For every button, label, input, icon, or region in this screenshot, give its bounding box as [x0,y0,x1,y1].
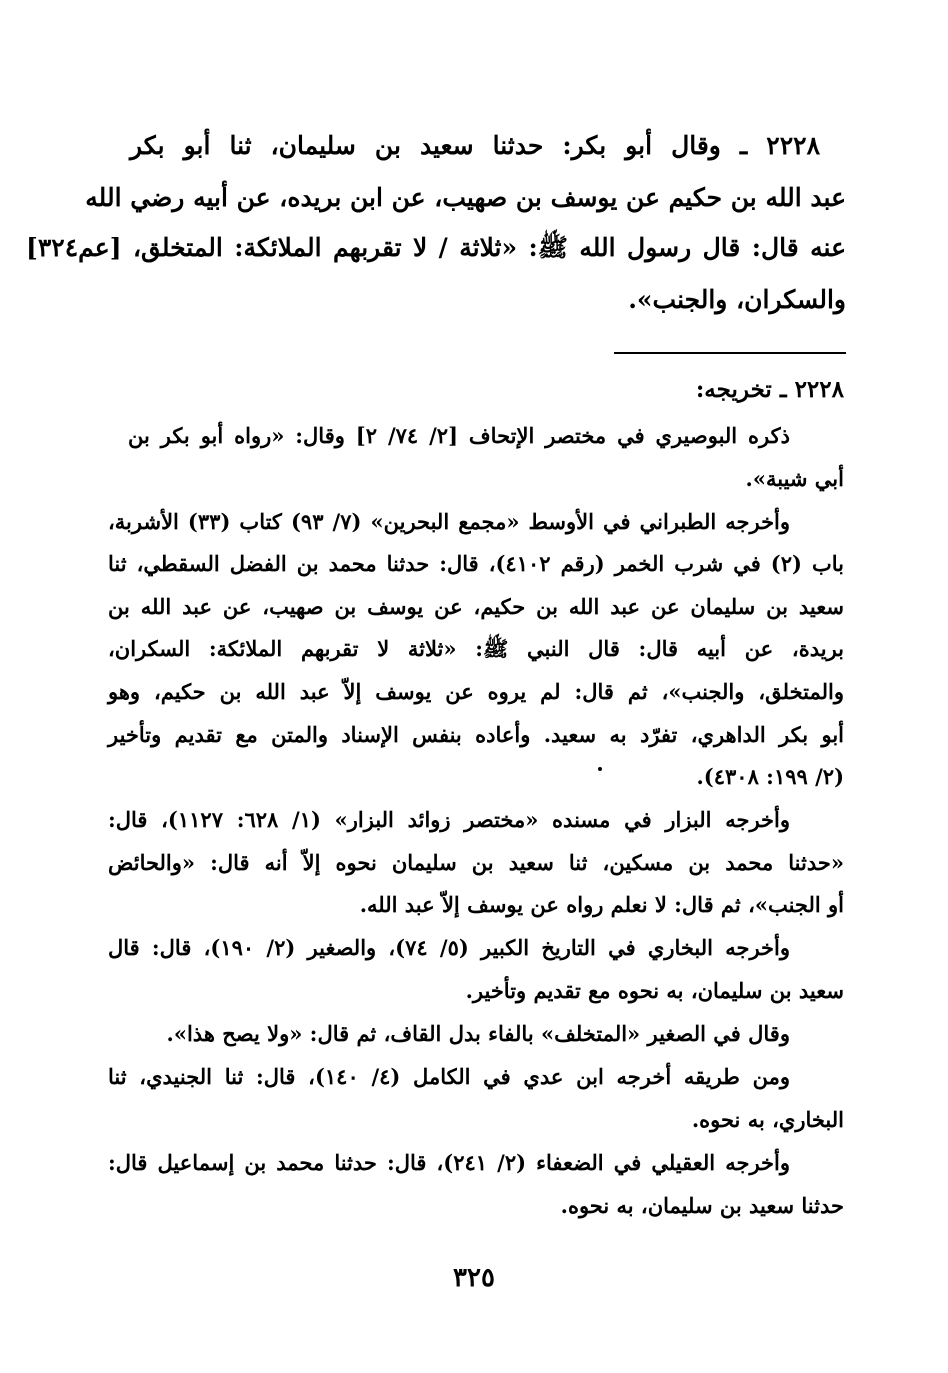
footnote-line-4: باب (٢) في شرب الخمر (رقم ٤١٠٢)، قال: حدثنا محمد بن الفضل السقطي، ثنا [108,551,845,576]
footnote-line-12: أو الجنب»، ثم قال: لا نعلم رواه عن يوسف إلاّ عبد الله. [359,892,844,917]
main-text-line-4: والسكران، والجنب». [628,285,846,314]
footnote-line-5: سعيد بن سليمان عن عبد الله بن حكيم، عن يوسف بن صهيب، عن عبد الله بن [108,594,844,619]
footnote-line-11: «حدثنا محمد بن مسكين، ثنا سعيد بن سليمان نحوه إلاّ أنه قال: «والحائض [108,850,844,875]
footnote-line-15: وقال في الصغير «المتخلف» بالفاء بدل القاف، ثم قال: «ولا يصح هذا». [166,1021,790,1046]
main-text-line-1: ٢٢٢٨ ـ وقال أبو بكر: حدثنا سعيد بن سليمان، ثنا أبو بكر [130,131,820,160]
footnote-line-18: وأخرجه العقيلي في الضعفاء (٢/ ٢٤١)، قال: حدثنا محمد بن إسماعيل قال: [108,1150,790,1175]
footnote-line-1: ذكره البوصيري في مختصر الإتحاف [٢/ ٧٤/ ٢] وقال: «رواه أبو بكر بن [128,423,790,448]
footnote-line-9: (٢/ ١٩٩: ٤٣٠٨). [696,764,844,789]
footnote-line-14: سعيد بن سليمان، به نحوه مع تقديم وتأخير. [465,978,844,1003]
main-text-line-2: عبد الله بن حكيم عن يوسف بن صهيب، عن ابن بريده، عن أبيه رضي الله [85,183,846,212]
footnote-line-10: وأخرجه البزار في مسنده «مختصر زوائد البزار» (١/ ٦٢٨: ١١٢٧)، قال: [108,807,790,832]
stray-dot [598,767,602,771]
page-number: ٣٢٥ [453,1263,495,1293]
footnote-heading: ٢٢٢٨ ـ تخريجه: [695,376,844,403]
footnote-line-16: ومن طريقه أخرجه ابن عدي في الكامل (٤/ ١٤٠)، قال: ثنا الجنيدي، ثنا [108,1064,790,1089]
footnote-line-8: أبو بكر الداهري، تفرّد به سعيد. وأعاده بنفس الإسناد والمتن مع تقديم وتأخير [108,722,844,747]
footnote-line-7: والمتخلق، والجنب»، ثم قال: لم يروه عن يوسف إلاّ عبد الله بن حكيم، وهو [108,679,844,704]
footnote-line-3: وأخرجه الطبراني في الأوسط «مجمع البحرين» (٧/ ٩٣) كتاب (٣٣) الأشربة، [108,509,791,534]
footnote-line-19: حدثنا سعيد بن سليمان، به نحوه. [560,1193,844,1218]
footnote-line-17: البخاري، به نحوه. [691,1107,844,1132]
footnote-separator [614,352,846,354]
footnote-line-6: بريدة، عن أبيه قال: قال النبي ﷺ: «ثلاثة لا تقربهم الملائكة: السكران، [108,636,844,661]
main-text-line-3: عنه قال: قال رسول الله ﷺ: «ثلاثة / لا تقربهم الملائكة: المتخلق، [عم٣٢٤] [26,233,846,262]
footnote-line-13: وأخرجه البخاري في التاريخ الكبير (٥/ ٧٤)، والصغير (٢/ ١٩٠)، قال: قال [108,935,790,960]
footnote-line-2: أبي شيبة». [745,466,844,491]
